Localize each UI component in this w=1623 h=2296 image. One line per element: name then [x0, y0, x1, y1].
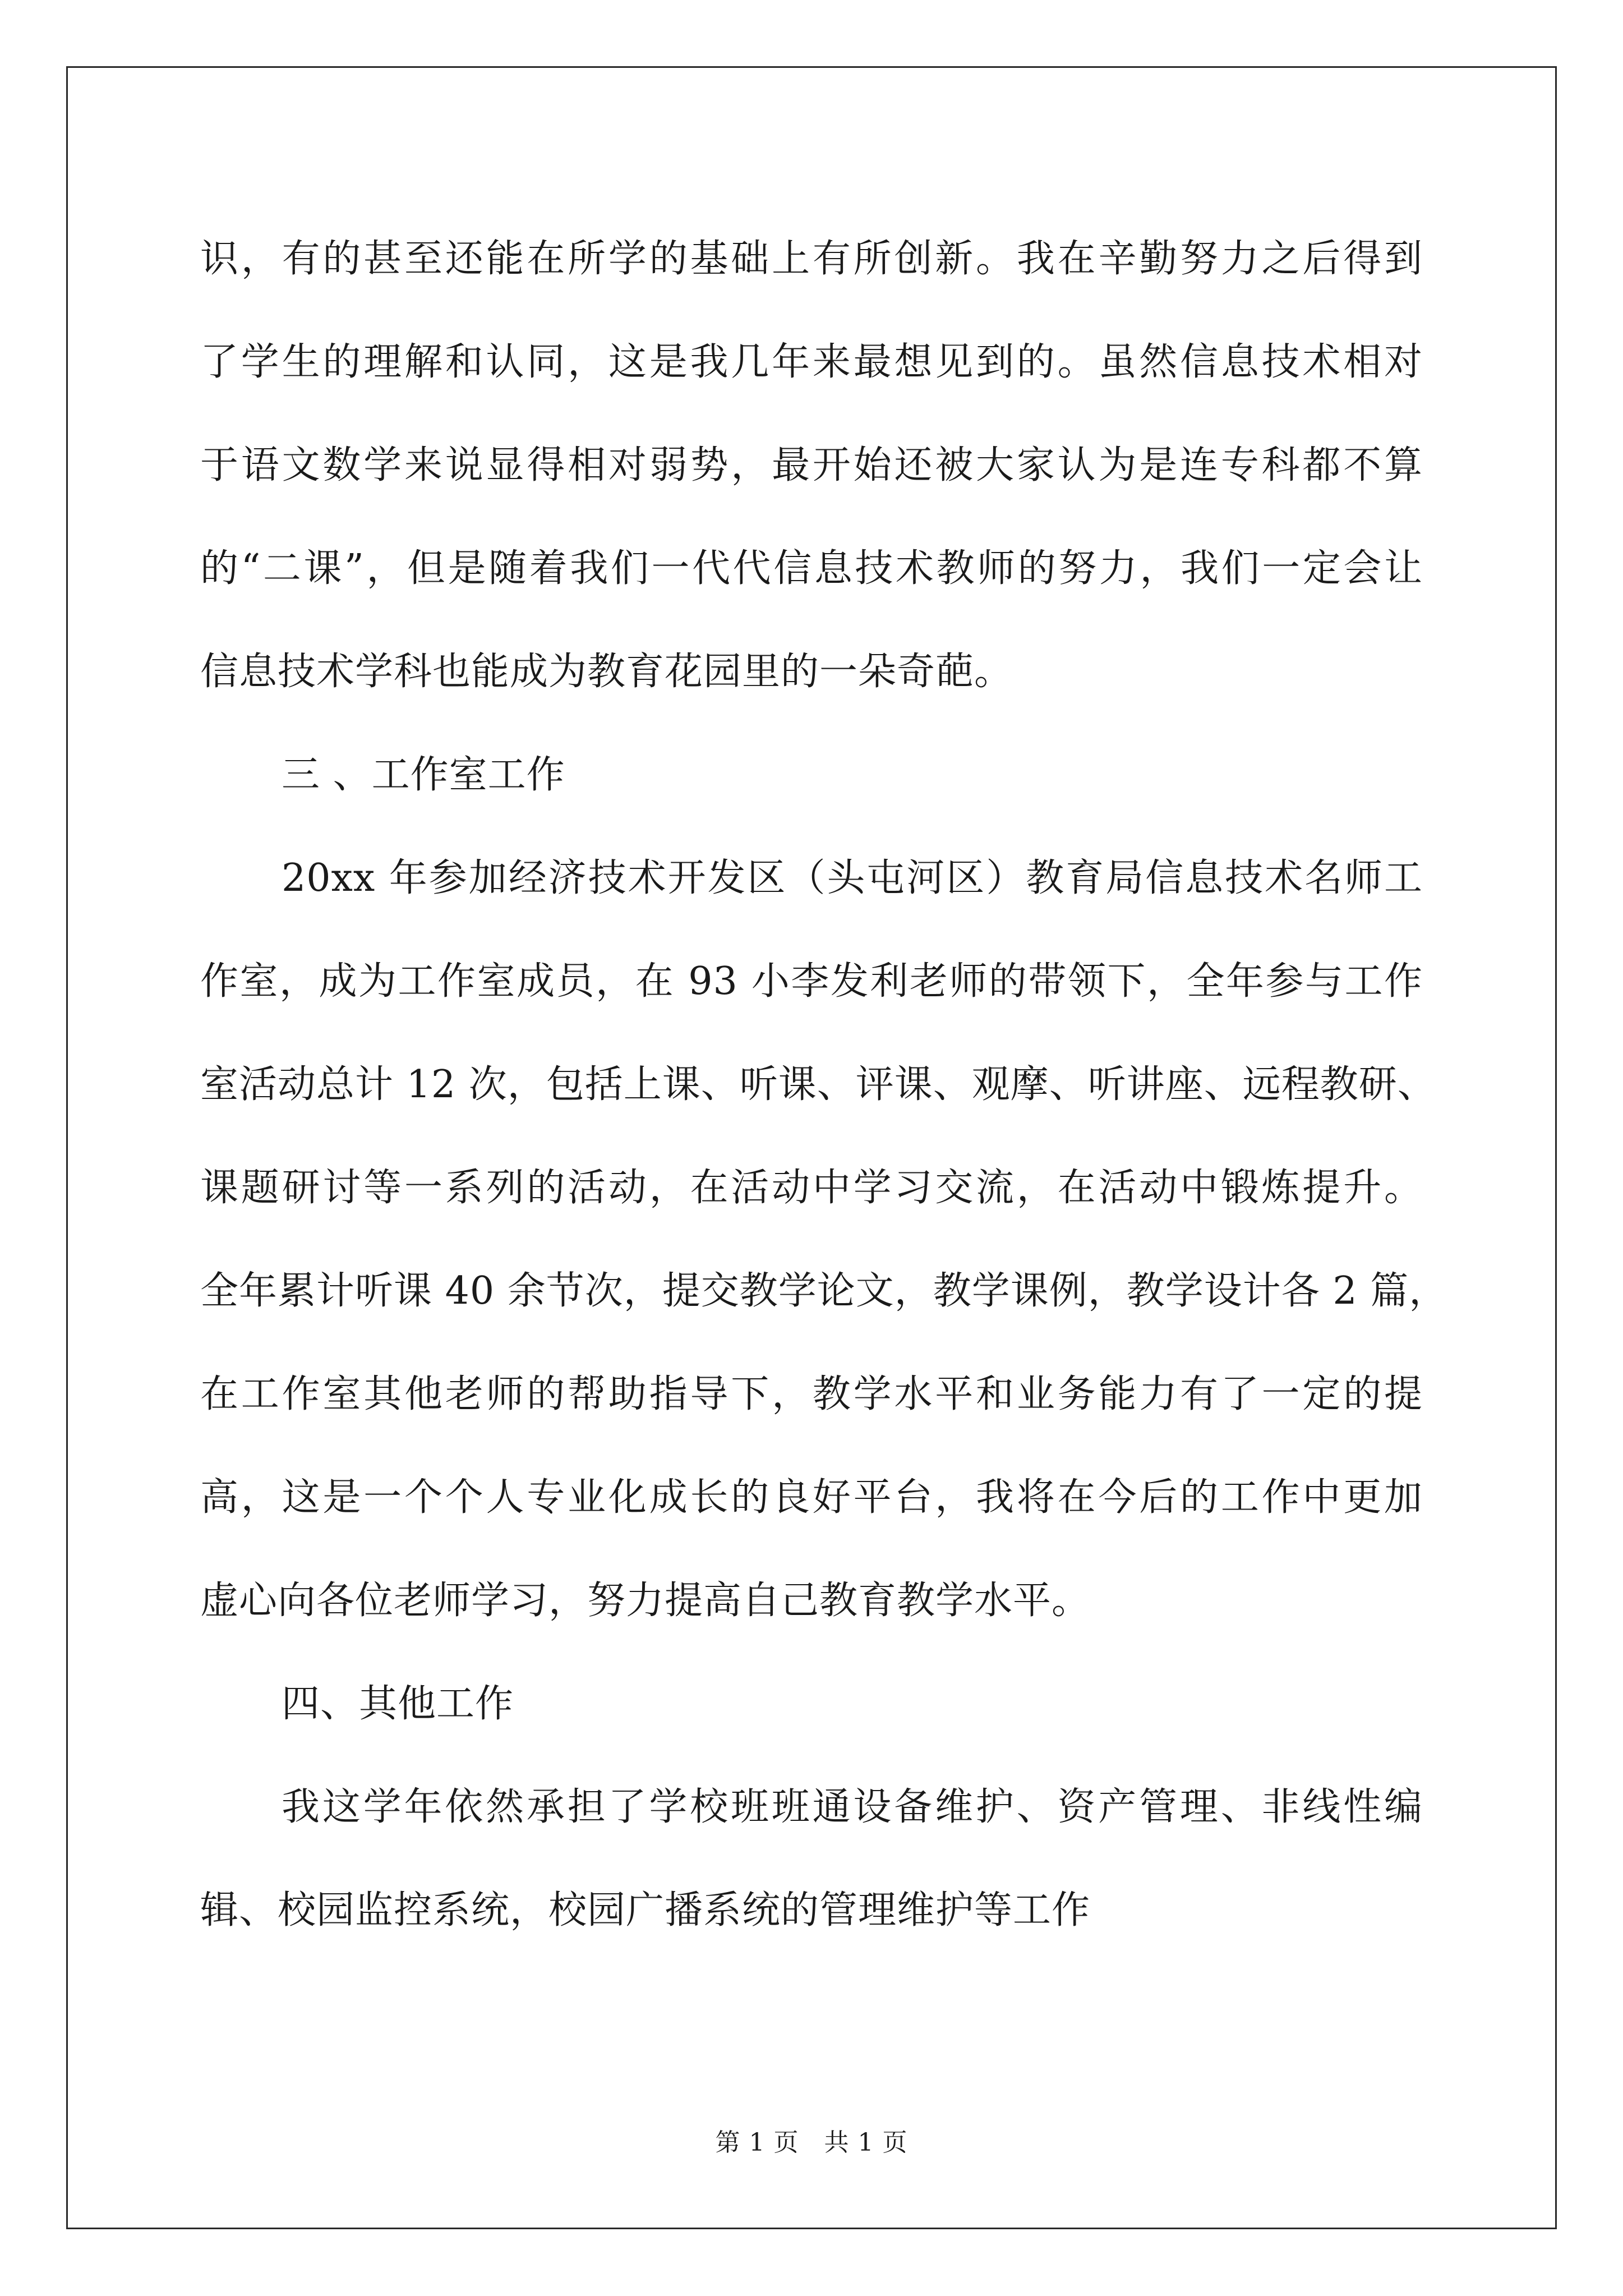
text-line: 的“二课”，但是随着我们一代代信息技术教师的努力，我们一定会让	[200, 546, 1423, 591]
text-line: 于语文数学来说显得相对弱势，最开始还被大家认为是连专科都不算	[200, 443, 1423, 487]
text-line: 作室，成为工作室成员，在 93 小李发利老师的带领下，全年参与工作	[200, 959, 1423, 1004]
paragraph-1	[200, 208, 1423, 724]
paragraph-2	[200, 827, 1448, 1653]
text-line: 辑、校园监控系统，校园广播系统的管理维护等工作	[200, 1888, 1091, 1932]
text-line: 高，这是一个个人专业化成长的良好平台，我将在今后的工作中更加	[200, 1475, 1423, 1520]
text-line: 我这学年依然承担了学校班班通设备维护、资产管理、非线性编	[282, 1785, 1423, 1829]
text-line: 虚心向各位老师学习，努力提高自己教育教学水平。	[200, 1579, 1091, 1623]
paragraph-3	[200, 1756, 1423, 1962]
text-line: 全年累计听课 40 余节次，提交教学论文，教学课例，教学设计各 2 篇，	[200, 1269, 1448, 1313]
text-line: 识，有的甚至还能在所学的基础上有所创新。我在辛勤努力之后得到	[200, 237, 1423, 281]
text-line: 了学生的理解和认同，这是我几年来最想见到的。虽然信息技术相对	[200, 340, 1423, 384]
text-line: 信息技术学科也能成为教育花园里的一朵奇葩。	[200, 650, 1013, 694]
page-footer: 第 1 页 共 1 页	[715, 2128, 908, 2157]
text-line: 20xx 年参加经济技术开发区（头屯河区）教育局信息技术名师工	[282, 856, 1423, 900]
section-heading-4: 四、其他工作	[282, 1682, 514, 1726]
text-line: 在工作室其他老师的帮助指导下，教学水平和业务能力有了一定的提	[200, 1372, 1423, 1416]
text-line: 课题研讨等一系列的活动，在活动中学习交流，在活动中锻炼提升。	[200, 1166, 1423, 1210]
section-heading-3: 三 、工作室工作	[282, 753, 565, 797]
text-line: 室活动总计 12 次，包括上课、听课、评课、观摩、听讲座、远程教研、	[200, 1062, 1436, 1107]
document-body	[200, 208, 1448, 1962]
